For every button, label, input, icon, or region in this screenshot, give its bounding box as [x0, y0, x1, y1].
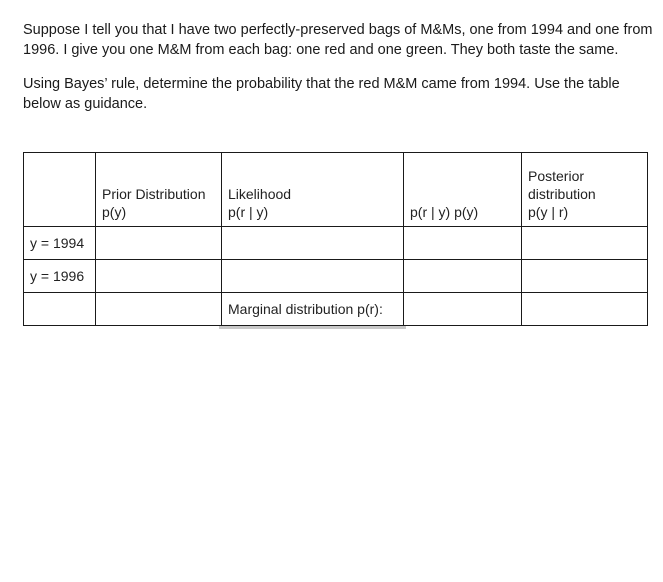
- document-body: [23, 20, 655, 114]
- header-posterior-notation: p(y | r): [528, 204, 569, 220]
- cell-posterior-1996[interactable]: [522, 260, 648, 293]
- cell-marginal-value[interactable]: [404, 293, 522, 326]
- table-header-row: [24, 153, 648, 227]
- header-cell-likelihood[interactable]: [222, 153, 404, 227]
- cell-product-1996[interactable]: [404, 260, 522, 293]
- row-label-1996: y = 1996: [24, 260, 96, 293]
- table-row-1996: [24, 260, 648, 293]
- cell-prior-1994[interactable]: [96, 227, 222, 260]
- cell-product-1994[interactable]: [404, 227, 522, 260]
- header-likelihood-notation: p(r | y): [228, 204, 269, 220]
- marginal-distribution-label: Marginal distribution p(r):: [228, 301, 383, 317]
- cell-marginal-empty-1[interactable]: [24, 293, 96, 326]
- cell-marginal-empty-2[interactable]: [96, 293, 222, 326]
- cell-likelihood-1996[interactable]: [222, 260, 404, 293]
- header-cell-empty[interactable]: [24, 153, 96, 227]
- bayes-table: [23, 152, 648, 326]
- table-row-1994: [24, 227, 648, 260]
- cell-likelihood-1994[interactable]: [222, 227, 404, 260]
- problem-paragraph: Suppose I tell you that I have two perfectly-preserved bags of M&Ms, one from 1994 and one from 1996. I give you one M&M from each bag: one red and one green. They both taste the same.: [23, 22, 653, 58]
- instruction-paragraph: Using Bayes’ rule, determine the probability that the red M&M came from 1994. Use the table below as guidance.: [23, 76, 620, 112]
- header-prior-notation: p(y): [102, 204, 127, 220]
- table-row-marginal: [24, 293, 648, 326]
- row-label-1994: y = 1994: [24, 227, 96, 260]
- header-product-notation: p(r | y) p(y): [410, 204, 479, 220]
- header-cell-prior[interactable]: [96, 153, 222, 227]
- header-cell-posterior[interactable]: [522, 153, 648, 227]
- cell-selection-underline: [219, 326, 406, 329]
- cell-marginal-empty-3[interactable]: [522, 293, 648, 326]
- cell-posterior-1994[interactable]: [522, 227, 648, 260]
- cell-marginal-label[interactable]: [222, 293, 404, 326]
- header-posterior-label: Posterior distribution: [528, 168, 596, 202]
- header-likelihood-label: Likelihood: [228, 186, 292, 202]
- cell-prior-1996[interactable]: [96, 260, 222, 293]
- header-prior-label: Prior Distribution: [102, 186, 206, 202]
- header-cell-product[interactable]: [404, 153, 522, 227]
